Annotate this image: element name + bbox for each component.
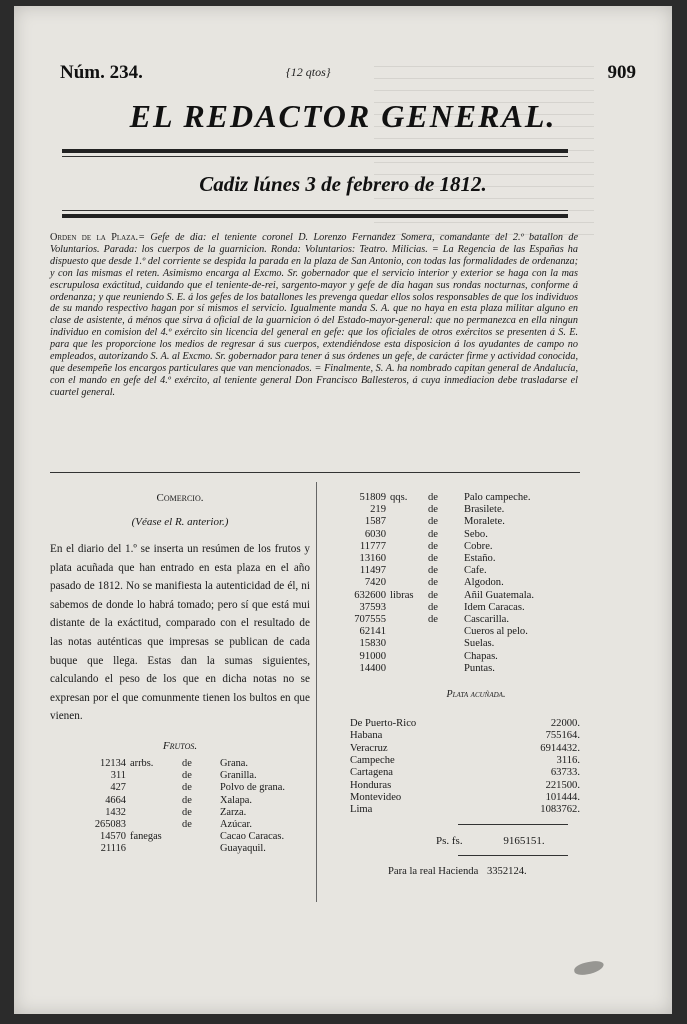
plata-place: Montevideo (350, 791, 402, 803)
merch-unit (388, 602, 426, 614)
frutos-row (84, 770, 287, 782)
right-column (332, 492, 580, 877)
frutos-item: Guayaquil. (220, 843, 266, 855)
plata-amount: 755164. (545, 730, 580, 742)
frutos-row (84, 782, 287, 794)
merch-qty: 91000 (359, 650, 386, 662)
frutos-item: Zarza. (220, 806, 247, 818)
frutos-de: de (182, 794, 192, 806)
merch-de: de (428, 614, 438, 626)
merch-item: Algodon. (464, 577, 504, 589)
merch-unit (388, 553, 426, 565)
merch-de: de (428, 492, 438, 503)
merch-de: de (428, 540, 438, 552)
date-rule-thick (62, 214, 568, 218)
merch-unit (388, 504, 426, 516)
page-number: 909 (607, 62, 636, 83)
frutos-row (84, 843, 287, 855)
frutos-unit (128, 819, 180, 831)
frutos-row (84, 795, 287, 807)
merch-item: Cueros al pelo. (464, 626, 528, 638)
orden-de-la-plaza (50, 232, 578, 399)
merch-item: Estaño. (464, 553, 496, 565)
merch-unit (388, 638, 426, 650)
frutos-row (84, 807, 287, 819)
issue-number: Núm. 234. (60, 62, 143, 83)
frutos-qty: 265083 (94, 818, 126, 830)
merchandise-row (332, 504, 536, 516)
orden-text: = Gefe de dia: el teniente coronel D. Lorenzo Fernandez Somera, comandante del 2.º batallon de Voluntarios. Parada: los cuerpos de la guarnicion. Ronda: Voluntarios: Teatro. Milicias. = La Regencia de las Españas ha dispuesto que desde 1.º del corriente se despida la parada en la plaza de San Antonio, con todas las formalidades de ordenanza; y con las mismas el reten. Asimismo encarga al Excmo. Sr. gobernador que el servicio interior y exterior se haga con la mas escrupulosa exáctitud, cuidando que el teniente-de-rei, sargento-mayor y gefe de dia hagan sus rondas nocturnas, conforme á ordenanza; y que reuniendo S. E. á los gefes de los batallones les prevenga quedar ellos solos responsables de que los individuos de su mando respectivo hagan por sí mismos el servicio. Igualmente manda S. A. que no haya en esta plaza militar alguno en clase de asistente, á ménos que sirva á oficial de la guarnicion ó del Estado-mayor-general: que no permanezca en ella ningun individuo en comision del 4.º exército sin licencia del general en gefe: que los oficiales de otros exércitos se presenten á S. E. para que les proporcione los medios de regresar á sus cuerpos, extendiéndose esta disposicion á los ayudantes de campo no empleados, autorizando S. A. al Excmo. Sr. gobernador para tener á sus órdenes un gefe, de carácter firme y actividad conocida, que desempeñe los encargos particulares que van mencionados. = Finalmente, S. A. ha nombrado capitan general de Andalucía, con el mando en gefe del 4.º exército, al teniente general Don Francisco Ballesteros, á cuya inmediacion debe trasladarse el cuartel general. (50, 232, 579, 398)
merch-unit (388, 541, 426, 553)
newspaper-title: EL REDACTOR GENERAL. (129, 98, 557, 134)
merch-de: de (428, 504, 438, 516)
frutos-de (180, 843, 218, 855)
comercio-heading: Comercio. (156, 492, 204, 504)
merch-qty: 62141 (359, 626, 386, 638)
plata-amount: 63733. (550, 767, 580, 779)
frutos-qty: 311 (110, 770, 126, 782)
hacienda-value: 3352124. (486, 866, 527, 878)
merch-item: Palo campeche. (464, 492, 531, 503)
frutos-unit (128, 843, 180, 855)
merch-de: de (428, 565, 438, 577)
merchandise-table (332, 492, 536, 675)
plata-row (350, 767, 580, 779)
frutos-unit: fanegas (130, 831, 162, 843)
plata-row (350, 730, 580, 742)
merchandise-row (332, 565, 536, 577)
frutos-item: Cacao Caracas. (220, 831, 285, 843)
merch-qty: 632600 (354, 589, 386, 601)
merchandise-row (332, 516, 536, 528)
frutos-row (84, 758, 287, 770)
comercio-paragraph: En el diario del 1.º se inserta un resúmen de los frutos y plata acuñada que han entrado en esta plaza en el año pasado de 1812. No se manifiesta la autenticidad de él, ni sabemos de donde lo habrá tomado; pero sí que está mui distante de la exáctitud, comparado con el resultado de las notas auténticas que impresas se publican de cada buque que llega. Estas dan la sumas siguientes, calculando el peso de los que en dicha notas no se expresan por el que comunmente tienen los bultos en que vienen. (50, 543, 310, 723)
title-rule-top (62, 149, 568, 153)
merch-item: Chapas. (464, 650, 498, 662)
merchandise-row (332, 541, 536, 553)
left-column (50, 492, 310, 856)
column-divider (316, 482, 317, 902)
plata-amount: 1083762. (540, 804, 580, 816)
merch-de: de (428, 589, 438, 601)
merch-unit (388, 651, 426, 663)
merchandise-row (332, 614, 536, 626)
merch-unit (388, 577, 426, 589)
hacienda-row (388, 866, 580, 877)
frutos-unit: arrbs. (130, 757, 154, 769)
merchandise-row (332, 577, 536, 589)
merch-de: de (428, 553, 438, 565)
merchandise-row (332, 626, 536, 638)
merch-item: Moralete. (464, 516, 505, 528)
frutos-unit (128, 782, 180, 794)
merch-unit (388, 614, 426, 626)
frutos-row (84, 831, 287, 843)
merch-qty: 7420 (364, 577, 386, 589)
merch-de: de (428, 516, 438, 528)
plata-row (350, 792, 580, 804)
merch-item: Brasilete. (464, 504, 505, 516)
total-label: Ps. fs. (436, 835, 463, 848)
merch-de (426, 651, 462, 663)
plata-place: De Puerto-Rico (350, 718, 417, 730)
merch-unit (388, 516, 426, 528)
frutos-de: de (182, 782, 192, 794)
plata-place: Veracruz (350, 742, 388, 754)
hacienda-label: Para la real Hacienda (388, 866, 479, 878)
total-rule-2 (458, 855, 568, 856)
merch-de (426, 638, 462, 650)
merch-qty: 11497 (359, 565, 386, 577)
frutos-item: Polvo de grana. (220, 782, 285, 794)
total-value: 9165151. (503, 835, 545, 848)
plata-amount: 6914432. (540, 742, 580, 754)
merchandise-row (332, 492, 536, 504)
section-rule (50, 472, 580, 473)
plata-row (350, 804, 580, 816)
plata-row (350, 755, 580, 767)
merchandise-row (332, 590, 536, 602)
plata-row (350, 718, 580, 730)
frutos-item: Granilla. (220, 770, 257, 782)
merch-item: Suelas. (464, 638, 495, 650)
merch-item: Añil Guatemala. (464, 589, 535, 601)
plata-place: Campeche (350, 754, 395, 766)
merch-de: de (428, 577, 438, 589)
merch-unit (388, 565, 426, 577)
dateline: Cadiz lúnes 3 de febrero de 1812. (199, 172, 487, 196)
frutos-unit (128, 795, 180, 807)
plata-place: Habana (350, 730, 383, 742)
merch-qty: 6030 (364, 528, 386, 540)
merch-qty: 707555 (354, 614, 386, 626)
total-row (436, 835, 580, 847)
newspaper-page (14, 6, 672, 1014)
frutos-de: de (182, 806, 192, 818)
frutos-row (84, 819, 287, 831)
merch-unit (388, 663, 426, 675)
merch-qty: 1587 (364, 516, 386, 528)
frutos-qty: 14570 (100, 831, 126, 843)
frutos-unit (128, 770, 180, 782)
merchandise-row (332, 529, 536, 541)
frutos-item: Azúcar. (220, 818, 253, 830)
merch-item: Puntas. (464, 662, 495, 674)
date-rule-thin (62, 210, 568, 211)
plata-amount: 221500. (545, 779, 580, 791)
plata-place: Cartagena (350, 767, 393, 779)
plata-table (350, 718, 580, 816)
frutos-qty: 12134 (100, 757, 126, 769)
merch-unit (388, 529, 426, 541)
frutos-qty: 1432 (105, 806, 126, 818)
merch-qty: 11777 (359, 540, 386, 552)
frutos-heading: Frutos. (162, 739, 198, 752)
merch-qty: 51809 (359, 492, 386, 503)
frutos-item: Xalapa. (220, 794, 253, 806)
total-rule (458, 824, 568, 825)
orden-lead: Orden de la Plaza. (50, 232, 139, 243)
merch-de: de (428, 528, 438, 540)
merch-de (426, 663, 462, 675)
plata-amount: 101444. (545, 791, 580, 803)
sheets-note: {12 qtos} (286, 65, 331, 79)
merchandise-row (332, 553, 536, 565)
merch-item: Idem Caracas. (464, 601, 525, 613)
frutos-de: de (182, 770, 192, 782)
merch-item: Cafe. (464, 565, 487, 577)
plata-amount: 3116. (556, 754, 580, 766)
merch-unit: libras (390, 589, 414, 601)
plata-row (350, 780, 580, 792)
masthead-row (60, 62, 636, 88)
merchandise-row (332, 602, 536, 614)
merch-item: Cobre. (464, 540, 493, 552)
merch-de (426, 626, 462, 638)
merch-qty: 13160 (359, 553, 386, 565)
merchandise-row (332, 651, 536, 663)
frutos-qty: 4664 (105, 794, 126, 806)
merch-qty: 15830 (359, 638, 386, 650)
plata-amount: 22000. (550, 718, 580, 730)
plata-place: Lima (350, 804, 373, 816)
frutos-qty: 21116 (100, 843, 126, 855)
plata-row (350, 743, 580, 755)
frutos-de: de (182, 818, 192, 830)
merch-unit: qqs. (390, 492, 408, 503)
merchandise-row (332, 638, 536, 650)
frutos-de: de (182, 757, 192, 769)
merch-item: Cascarilla. (464, 614, 510, 626)
merchandise-row (332, 663, 536, 675)
merch-qty: 219 (370, 504, 386, 516)
plata-heading: Plata acuñada. (446, 689, 506, 701)
merch-unit (388, 626, 426, 638)
merch-qty: 14400 (359, 662, 386, 674)
title-rule-top-thin (62, 156, 568, 157)
frutos-de (180, 831, 218, 843)
merch-item: Sebo. (464, 528, 488, 540)
ink-smudge (573, 959, 605, 976)
merch-qty: 37593 (359, 601, 386, 613)
plata-place: Honduras (350, 779, 392, 791)
frutos-qty: 427 (110, 782, 126, 794)
frutos-table (84, 758, 287, 856)
comercio-note: (Véase el R. anterior.) (131, 516, 229, 528)
merch-de: de (428, 601, 438, 613)
frutos-unit (128, 807, 180, 819)
frutos-item: Grana. (220, 757, 248, 769)
